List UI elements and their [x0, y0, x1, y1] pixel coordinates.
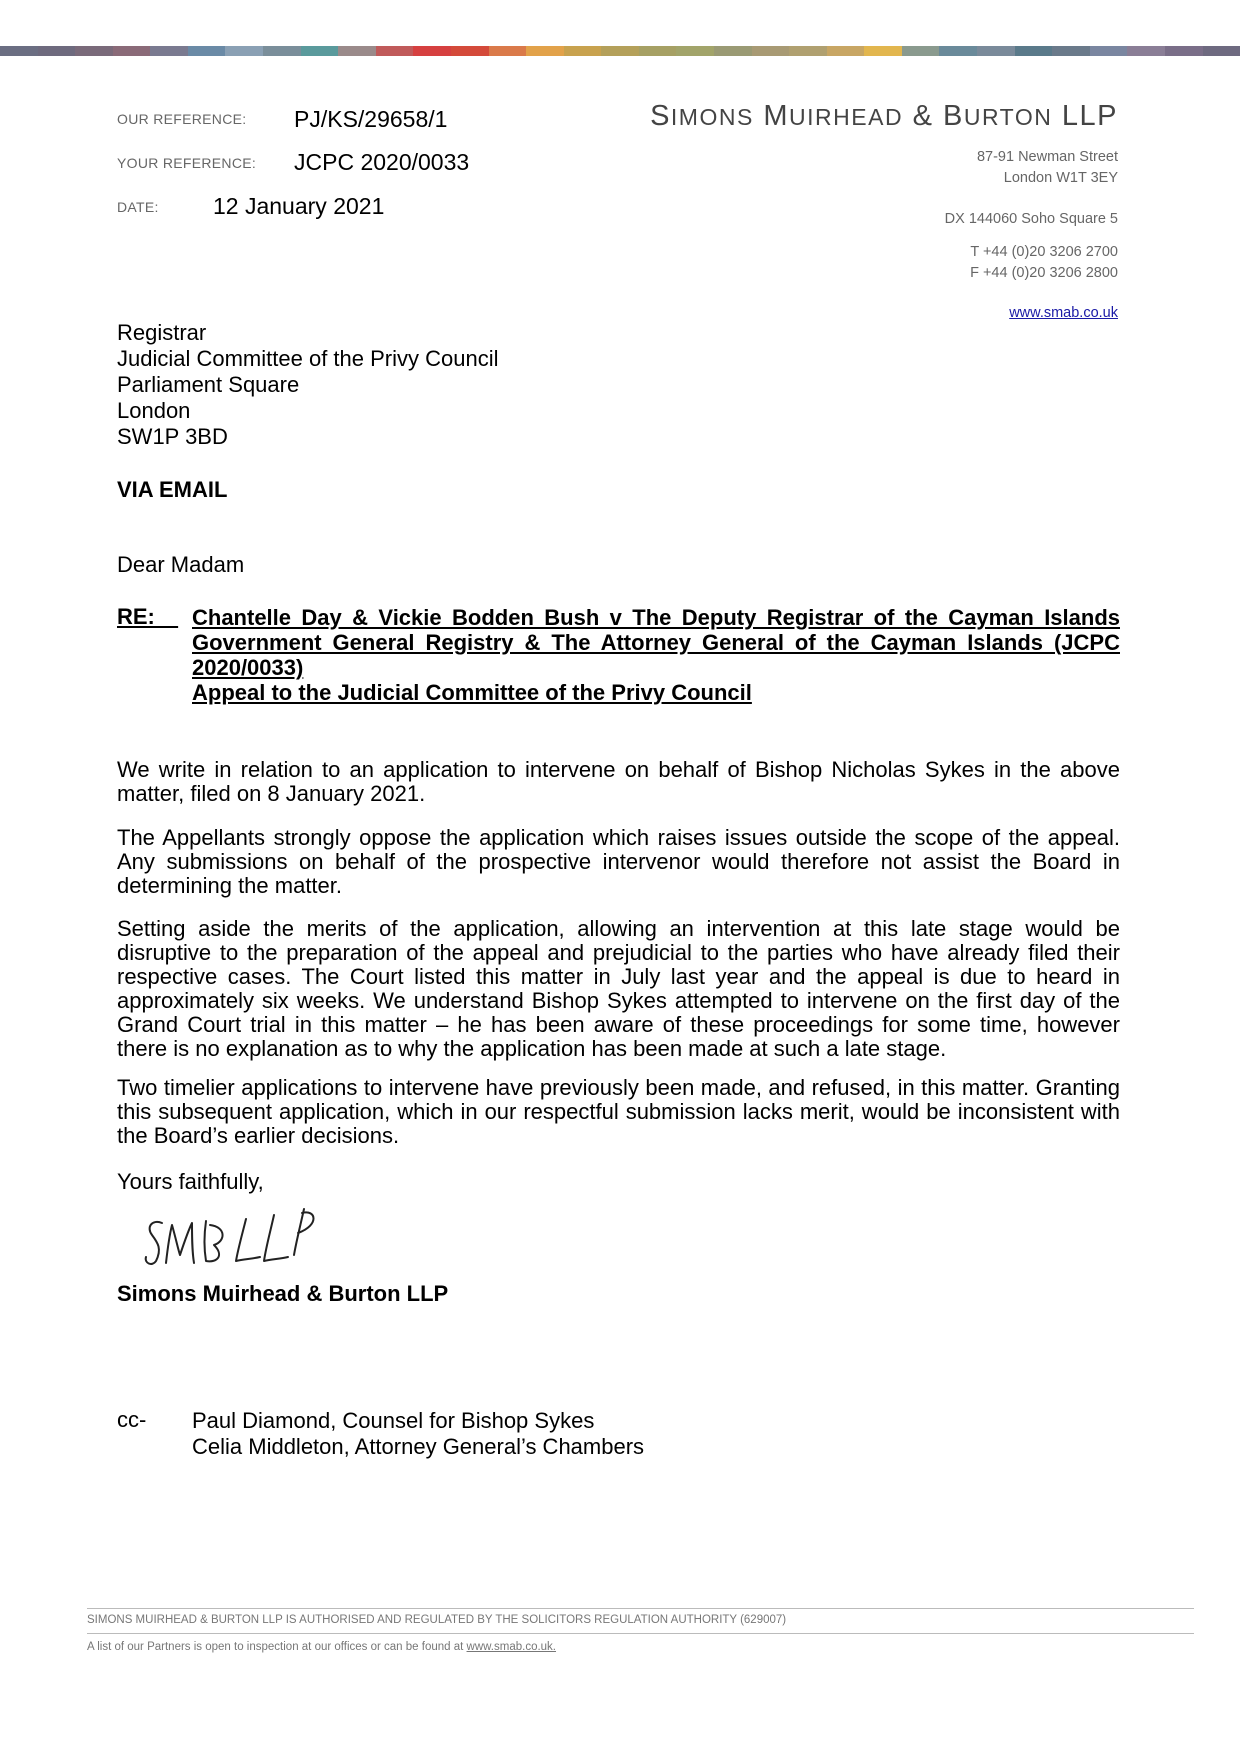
footer-website-link[interactable]: www.smab.co.uk.	[466, 1641, 557, 1653]
color-bar-segment	[1127, 46, 1165, 56]
color-bar-segment	[150, 46, 188, 56]
footer-regulation-text: SIMONS MUIRHEAD & BURTON LLP IS AUTHORISED AND REGULATED BY THE SOLICITORS REGULATION AUTHORITY (629007)	[87, 1614, 787, 1626]
firm-website-link[interactable]: www.smab.co.uk	[1009, 305, 1118, 321]
body-paragraph: The Appellants strongly oppose the application which raises issues outside the scope of the appeal. Any submissions on behalf of the prospective intervenor would therefore not assist the Board in determining the matter.	[117, 825, 1120, 898]
color-bar-segment	[376, 46, 414, 56]
firm-telephone: T +44 (0)20 3206 2700	[970, 244, 1118, 260]
body-paragraph: Setting aside the merits of the application, allowing an intervention at this late stage would be disruptive to the preparation of the appeal and prejudicial to the parties who have already filed their respective cases. The Court listed this matter in July last year and the appeal is due to heard in approximately six weeks. We understand Bishop Sykes attempted to intervene on the first day of the Grand Court trial in this matter – he has been aware of these proceedings for some time, however there is no explanation as to why the application has been made at such a late stage.	[117, 916, 1120, 1061]
color-bar-segment	[113, 46, 151, 56]
your-reference-label: YOUR REFERENCE:	[117, 155, 257, 171]
firm-name-logo: SIMONS MUIRHEAD & BURTON LLP	[650, 100, 1118, 132]
color-bar-segment	[601, 46, 639, 56]
color-bar-segment	[939, 46, 977, 56]
color-bar-segment	[38, 46, 76, 56]
re-subject-line: Appeal to the Judicial Committee of the Privy Council	[192, 680, 752, 705]
re-label: RE:	[117, 604, 155, 629]
re-subject	[192, 605, 1120, 705]
recipient-line: SW1P 3BD	[117, 424, 228, 449]
brand-color-bar	[0, 46, 1240, 56]
footer-divider	[87, 1633, 1194, 1634]
firm-fax: F +44 (0)20 3206 2800	[970, 265, 1118, 281]
footer-divider	[87, 1608, 1194, 1609]
color-bar-segment	[451, 46, 489, 56]
re-subject-line: Government General Registry & The Attorney General of the Cayman Islands (JCPC	[192, 630, 1120, 655]
firm-street: 87-91 Newman Street	[976, 149, 1118, 165]
re-subject-line: 2020/0033)	[192, 655, 304, 680]
body-paragraph: We write in relation to an application to intervene on behalf of Bishop Nicholas Sykes in the above matter, filed on 8 January 2021.	[117, 757, 1120, 806]
closing: Yours faithfully,	[117, 1169, 264, 1194]
color-bar-segment	[1090, 46, 1128, 56]
cc-list	[192, 1408, 644, 1460]
firm-city: London W1T 3EY	[1003, 170, 1118, 186]
color-bar-segment	[1015, 46, 1053, 56]
color-bar-segment	[413, 46, 451, 56]
color-bar-segment	[864, 46, 902, 56]
color-bar-segment	[263, 46, 301, 56]
handwritten-signature	[140, 1205, 320, 1275]
recipient-line: London	[117, 398, 191, 423]
color-bar-segment	[225, 46, 263, 56]
our-reference-value: PJ/KS/29658/1	[294, 106, 448, 132]
cc-label: cc-	[117, 1407, 147, 1432]
color-bar-segment	[526, 46, 564, 56]
via-email-heading: VIA EMAIL	[117, 477, 228, 502]
color-bar-segment	[714, 46, 752, 56]
color-bar-segment	[977, 46, 1015, 56]
recipient-line: Registrar	[117, 320, 207, 345]
date-value: 12 January 2021	[213, 193, 385, 219]
recipient-address	[117, 320, 498, 450]
color-bar-segment	[789, 46, 827, 56]
cc-recipient: Paul Diamond, Counsel for Bishop Sykes	[192, 1408, 595, 1433]
color-bar-segment	[338, 46, 376, 56]
cc-recipient: Celia Middleton, Attorney General’s Chambers	[192, 1434, 645, 1459]
your-reference-value: JCPC 2020/0033	[294, 149, 470, 175]
color-bar-segment	[0, 46, 38, 56]
color-bar-segment	[827, 46, 865, 56]
color-bar-segment	[639, 46, 677, 56]
footer-partners-note	[87, 1641, 556, 1653]
signatory-name: Simons Muirhead & Burton LLP	[117, 1281, 449, 1306]
firm-dx: DX 144060 Soho Square 5	[944, 211, 1118, 227]
re-label-underline-extension	[117, 605, 192, 629]
color-bar-segment	[752, 46, 790, 56]
color-bar-segment	[188, 46, 226, 56]
color-bar-segment	[75, 46, 113, 56]
color-bar-segment	[902, 46, 940, 56]
color-bar-segment	[489, 46, 527, 56]
salutation: Dear Madam	[117, 552, 245, 577]
re-subject-line: Chantelle Day & Vickie Bodden Bush v The Deputy Registrar of the Cayman Islands	[192, 605, 1120, 630]
date-label: DATE:	[117, 199, 159, 215]
color-bar-segment	[564, 46, 602, 56]
recipient-line: Parliament Square	[117, 372, 300, 397]
footer-partners-text: A list of our Partners is open to inspection at our offices or can be found at	[87, 1641, 464, 1653]
our-reference-label: OUR REFERENCE:	[117, 111, 247, 127]
color-bar-segment	[1203, 46, 1240, 56]
color-bar-segment	[1052, 46, 1090, 56]
recipient-line: Judicial Committee of the Privy Council	[117, 346, 499, 371]
body-paragraph: Two timelier applications to intervene have previously been made, and refused, in this matter. Granting this subsequent application, which in our respectful submission lacks merit, would be inconsistent with the Board’s earlier decisions.	[117, 1075, 1120, 1148]
color-bar-segment	[301, 46, 339, 56]
color-bar-segment	[1165, 46, 1203, 56]
color-bar-segment	[676, 46, 714, 56]
